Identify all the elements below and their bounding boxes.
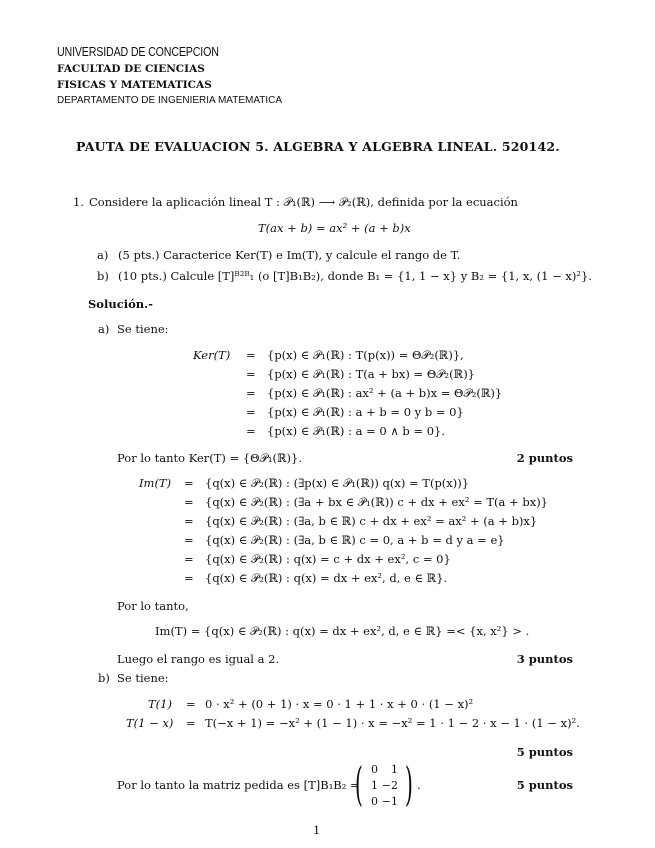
t2-rhs: T(−x + 1) = −x² + (1 − 1) · x = −x² = 1 · 1 − 2 · x − 1 · (1 − x)². <box>205 716 580 730</box>
part-b-statement: (10 pts.) Calcule [T]ᴮ²ᴮ₁ (o [T]B₁B₂), donde B₁ = {1, 1 − x} y B₂ = {1, x, (1 − x)²}. <box>118 269 592 283</box>
im-eq-sign: = <box>184 476 194 490</box>
ker-lhs: Ker(T) <box>193 348 231 362</box>
faculty-line-2: FISICAS Y MATEMATICAS <box>57 79 212 91</box>
part-a-label: a) <box>97 248 109 262</box>
ker-row: {p(x) ∈ 𝒫₁(ℝ) : a + b = 0 y b = 0} <box>267 405 464 419</box>
t1-eq-sign: = <box>186 697 196 711</box>
matrix-cell: 0 <box>371 763 378 776</box>
rank-text: Luego el rango es igual a 2. <box>117 652 280 666</box>
im-row: {q(x) ∈ 𝒫₂(ℝ) : q(x) = c + dx + ex², c = 0} <box>205 552 451 566</box>
matrix-cell: −1 <box>381 795 398 808</box>
im-lhs: Im(T) <box>139 476 172 490</box>
matrix-right-paren: ) <box>404 757 414 811</box>
rank-points: 3 puntos <box>516 652 573 666</box>
matrix-cell: 0 <box>371 795 378 808</box>
t2-lhs: T(1 − x) <box>126 716 174 730</box>
solution-heading: Solución.- <box>88 297 153 311</box>
t2-eq-sign: = <box>186 716 196 730</box>
ker-row: {p(x) ∈ 𝒫₁(ℝ) : a = 0 ∧ b = 0}. <box>267 424 446 438</box>
page-number: 1 <box>313 823 321 837</box>
im-therefore: Por lo tanto, <box>117 599 189 613</box>
solution-a-label: a) <box>98 322 110 336</box>
im-eq-sign: = <box>184 571 194 585</box>
matrix-left-paren: ( <box>354 757 364 811</box>
ker-eq-sign: = <box>246 367 256 381</box>
im-row: {q(x) ∈ 𝒫₂(ℝ) : (∃p(x) ∈ 𝒫₁(ℝ)) q(x) = T(p(x))} <box>205 476 470 490</box>
solution-b-intro: Se tiene: <box>117 671 169 685</box>
page-title: PAUTA DE EVALUACION 5. ALGEBRA Y ALGEBRA LINEAL. 520142. <box>76 139 560 154</box>
matrix-cell: 1 <box>371 779 378 792</box>
ker-eq-sign: = <box>246 386 256 400</box>
b-points-1: 5 puntos <box>516 745 573 759</box>
department-name: DEPARTAMENTO DE INGENIERIA MATEMATICA <box>57 95 283 106</box>
problem-number: 1. <box>73 195 84 209</box>
problem-equation: T(ax + b) = ax² + (a + b)x <box>258 221 411 235</box>
solution-b-label: b) <box>98 671 110 685</box>
im-result: Im(T) = {q(x) ∈ 𝒫₂(ℝ) : q(x) = dx + ex², d, e ∈ ℝ} =< {x, x²} > . <box>155 624 530 638</box>
im-row: {q(x) ∈ 𝒫₂(ℝ) : q(x) = dx + ex², d, e ∈ ℝ}. <box>205 571 448 585</box>
faculty-line-1: FACULTAD DE CIENCIAS <box>57 63 205 75</box>
b-points-2: 5 puntos <box>516 778 573 792</box>
matrix-end: . <box>417 778 421 792</box>
im-row: {q(x) ∈ 𝒫₂(ℝ) : (∃a, b ∈ ℝ) c + dx + ex² = ax² + (a + b)x} <box>205 514 538 528</box>
im-eq-sign: = <box>184 552 194 566</box>
im-eq-sign: = <box>184 533 194 547</box>
im-row: {q(x) ∈ 𝒫₂(ℝ) : (∃a, b ∈ ℝ) c = 0, a + b = d y a = e} <box>205 533 505 547</box>
matrix-text: Por lo tanto la matriz pedida es [T]B₁B₂ = <box>117 778 360 792</box>
im-eq-sign: = <box>184 495 194 509</box>
ker-row: {p(x) ∈ 𝒫₁(ℝ) : T(p(x)) = Θ𝒫₂(ℝ)}, <box>267 348 464 362</box>
result-matrix <box>354 757 414 811</box>
ker-eq-sign: = <box>246 348 256 362</box>
ker-eq-sign: = <box>246 424 256 438</box>
university-name: UNIVERSIDAD DE CONCEPCION <box>57 44 219 59</box>
ker-eq-sign: = <box>246 405 256 419</box>
solution-a-intro: Se tiene: <box>117 322 169 336</box>
ker-row: {p(x) ∈ 𝒫₁(ℝ) : T(a + bx) = Θ𝒫₂(ℝ)} <box>267 367 475 381</box>
matrix-cell: 1 <box>391 763 398 776</box>
t1-rhs: 0 · x² + (0 + 1) · x = 0 · 1 + 1 · x + 0 · (1 − x)² <box>205 697 474 711</box>
part-a-statement: (5 pts.) Caracterice Ker(T) e Im(T), y calcule el rango de T. <box>118 248 461 262</box>
ker-points: 2 puntos <box>516 451 573 465</box>
problem-statement: Considere la aplicación lineal T : 𝒫₁(ℝ) ⟶ 𝒫₂(ℝ), definida por la ecuación <box>89 195 518 209</box>
t1-lhs: T(1) <box>148 697 172 711</box>
matrix-cell: −2 <box>381 779 398 792</box>
ker-conclusion: Por lo tanto Ker(T) = {Θ𝒫₁(ℝ)}. <box>117 451 303 465</box>
im-row: {q(x) ∈ 𝒫₂(ℝ) : (∃a + bx ∈ 𝒫₁(ℝ)) c + dx + ex² = T(a + bx)} <box>205 495 548 509</box>
im-eq-sign: = <box>184 514 194 528</box>
ker-row: {p(x) ∈ 𝒫₁(ℝ) : ax² + (a + b)x = Θ𝒫₂(ℝ)} <box>267 386 503 400</box>
part-b-label: b) <box>97 269 109 283</box>
